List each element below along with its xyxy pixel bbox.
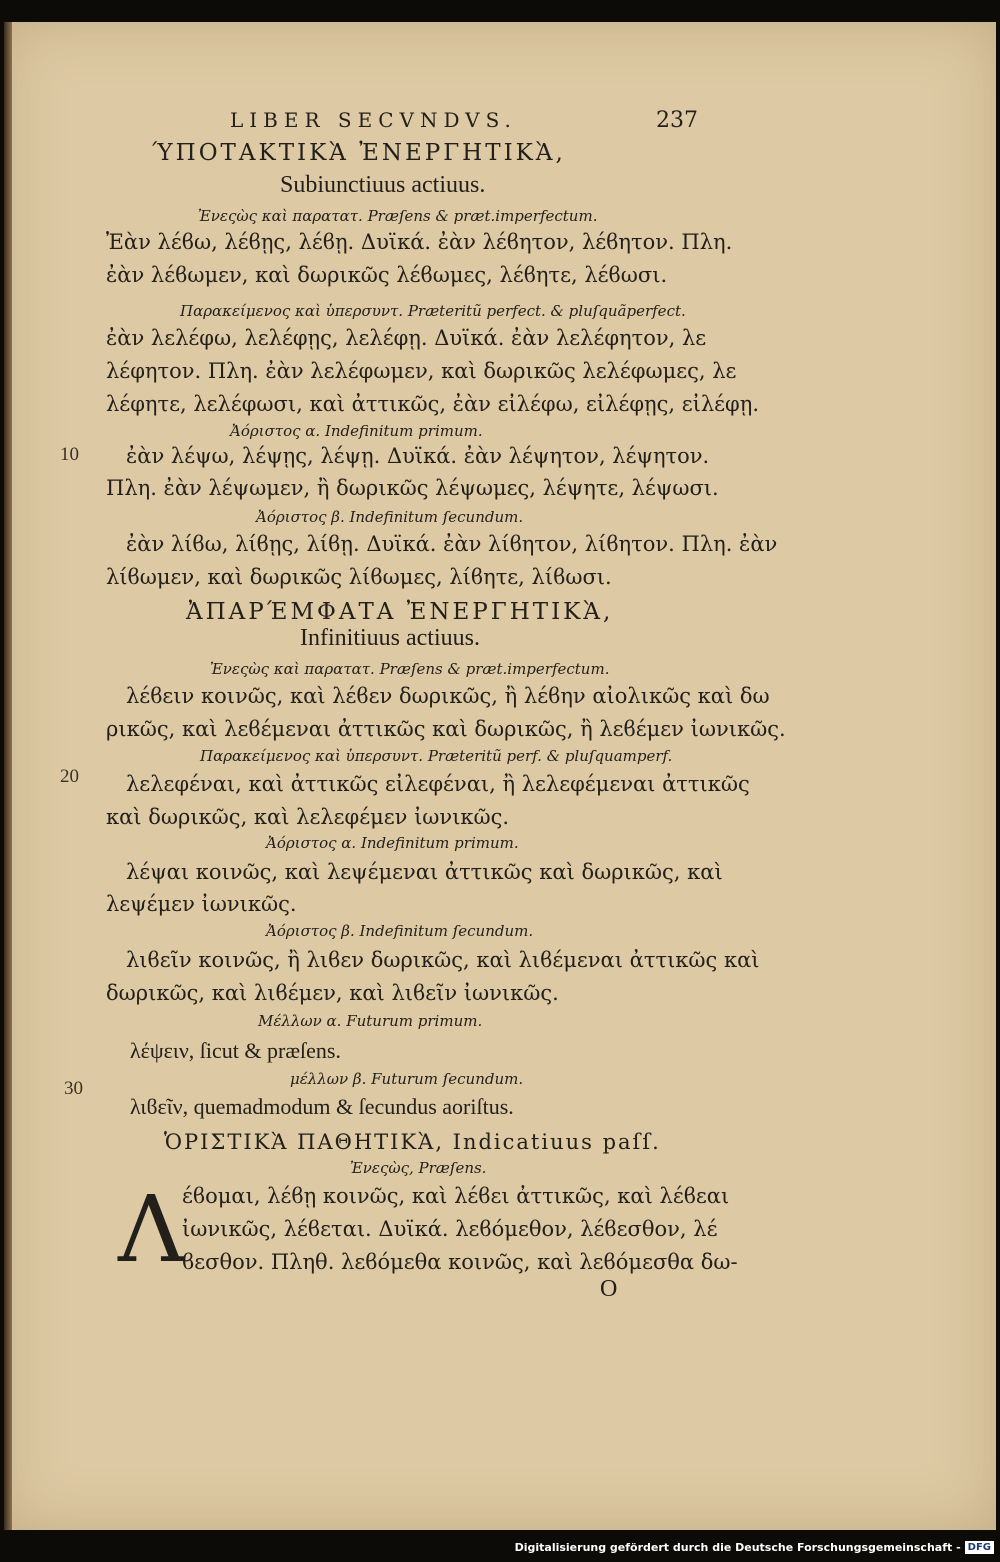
- catchword: O: [600, 1276, 618, 1302]
- text-line: λέϐειν κοινῶς, καὶ λέϐεν δωρικῶς, ἢ λέϐην αἰολικῶς καὶ δω: [126, 684, 770, 708]
- section-heading-latin: Subiunctiuus actiuus.: [280, 172, 486, 198]
- running-head-title: LIBER SECVNDVS.: [230, 108, 517, 132]
- text-line: ἰωνικῶς, λέϐεται. Δυϊκά. λεϐόμεθον, λέϐεσθον, λέ: [182, 1217, 718, 1241]
- text-line: λέψειν, ſicut & præſens.: [130, 1038, 341, 1063]
- tense-label: Ἐνεςὼς, Præſens.: [350, 1159, 487, 1177]
- text-line: ἐὰν λέψω, λέψῃς, λέψῃ. Δυϊκά. ἐὰν λέψητον, λέψητον.: [126, 444, 710, 468]
- text-line: λελεφέναι, καὶ ἀττικῶς εἰλεφέναι, ἢ λελεφέμεναι ἀττικῶς: [126, 772, 750, 796]
- tense-label: Ἀόριστος β. Indefinitum ſecundum.: [256, 508, 524, 526]
- margin-line-number: 30: [64, 1078, 83, 1099]
- tense-label: Ἐνεςὼς καὶ παρατατ. Præſens & præt.imperfectum.: [210, 660, 610, 678]
- tense-label: Παρακείμενος καὶ ὑπερσυντ. Præteritũ perfect. & pluſquãperfect.: [180, 302, 686, 320]
- page-spine-edge: [4, 22, 12, 1530]
- margin-line-number: 10: [60, 444, 79, 465]
- section-heading-greek: ΎΠΟΤΑΚΤΙΚᾺ ἘΝΕΡΓΗΤΙΚᾺ,: [152, 140, 566, 166]
- text-line: Ἐὰν λέϐω, λέϐῃς, λέϐῃ. Δυϊκά. ἐὰν λέϐητον, λέϐητον. Πλη.: [106, 230, 733, 254]
- section-heading-greek: ὉΡΙΣΤΙΚᾺ ΠΑΘΗΤΙΚᾺ, Indicatiuus paſſ.: [164, 1130, 661, 1154]
- tense-label: Ἀόριστος α. Indefinitum primum.: [266, 834, 519, 852]
- text-line: λίϐωμεν, καὶ δωρικῶς λίϐωμες, λίϐητε, λίϐωσι.: [106, 565, 612, 589]
- text-line: ἐὰν λέϐωμεν, καὶ δωρικῶς λέϐωμες, λέϐητε, λέϐωσι.: [106, 263, 668, 287]
- text-line: λέφητον. Πλη. ἐὰν λελέφωμεν, καὶ δωρικῶς λελέφωμες, λε: [106, 359, 737, 383]
- book-page: [4, 22, 996, 1530]
- footer-credit: [515, 1536, 994, 1558]
- tense-label: μέλλων β. Futurum ſecundum.: [290, 1070, 524, 1088]
- text-line: Πλη. ἐὰν λέψωμεν, ἢ δωρικῶς λέψωμες, λέψητε, λέψωσι.: [106, 476, 719, 500]
- text-line: λεψέμεν ἰωνικῶς.: [106, 892, 297, 916]
- page-number: 237: [656, 108, 698, 133]
- section-heading-greek: ἈΠΑΡΈΜΦΑΤΑ ἘΝΕΡΓΗΤΙΚᾺ,: [186, 599, 614, 625]
- text-line: ἐὰν λίϐω, λίϐῃς, λίϐῃ. Δυϊκά. ἐὰν λίϐητον, λίϐητον. Πλη. ἐὰν: [126, 532, 778, 556]
- tense-label: Ἐνεςὼς καὶ παρατατ. Præſens & præt.imperfectum.: [198, 207, 598, 225]
- text-line: λέφητε, λελέφωσι, καὶ ἀττικῶς, ἐὰν εἰλέφω, εἰλέφῃς, εἰλέφῃ.: [106, 392, 760, 416]
- text-line: ϐεσθον. Πληθ. λεϐόμεθα κοινῶς, καὶ λεϐόμεσθα δω-: [182, 1250, 738, 1274]
- tense-label: Ἀόριστος β. Indefinitum ſecundum.: [266, 922, 534, 940]
- text-line: λιϐεῖν κοινῶς, ἢ λιϐεν δωρικῶς, καὶ λιϐέμεναι ἀττικῶς καὶ: [126, 948, 760, 972]
- footer-text: Digitalisierung gefördert durch die Deutsche Forschungsgemeinschaft -: [514, 1540, 961, 1554]
- text-line: ἐὰν λελέφω, λελέφῃς, λελέφῃ. Δυϊκά. ἐὰν λελέφητον, λε: [106, 326, 707, 350]
- tense-label: Ἀόριστος α. Indefinitum primum.: [230, 422, 483, 440]
- text-line: καὶ δωρικῶς, καὶ λελεφέμεν ἰωνικῶς.: [106, 805, 510, 829]
- dfg-logo: DFG: [965, 1541, 994, 1554]
- tense-label: Μέλλων α. Futurum primum.: [258, 1012, 483, 1030]
- tense-label: Παρακείμενος καὶ ὑπερσυντ. Præteritũ perf. & pluſquamperf.: [200, 747, 673, 765]
- margin-line-number: 20: [60, 766, 79, 787]
- text-line: δωρικῶς, καὶ λιϐέμεν, καὶ λιϐεῖν ἰωνικῶς.: [106, 981, 559, 1005]
- text-line: λέψαι κοινῶς, καὶ λεψέμεναι ἀττικῶς καὶ δωρικῶς, καὶ: [126, 860, 723, 884]
- drop-cap-letter: Λ: [118, 1176, 185, 1283]
- section-heading-latin: Infinitiuus actiuus.: [300, 625, 480, 651]
- text-line: έϐομαι, λέϐῃ κοινῶς, καὶ λέϐει ἀττικῶς, καὶ λέϐεαι: [182, 1184, 730, 1208]
- text-line: λιϐεῖν, quemadmodum & ſecundus aoriſtus.: [130, 1094, 514, 1119]
- text-line: ρικῶς, καὶ λεϐέμεναι ἀττικῶς καὶ δωρικῶς, ἢ λεϐέμεν ἰωνικῶς.: [106, 717, 786, 741]
